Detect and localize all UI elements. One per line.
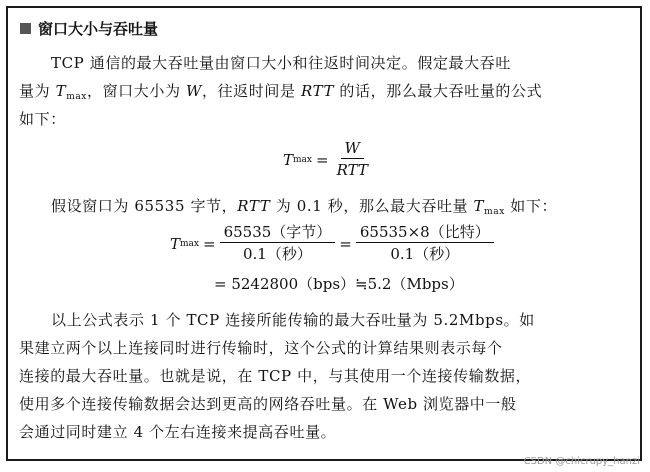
text: 假设窗口为 65535 字节， [51, 197, 238, 215]
paragraph-3-line-4 [19, 390, 629, 418]
formula-1 [283, 138, 372, 181]
text: 会通过同时建立 4 个左右连接来提高吞吐量。 [19, 423, 337, 441]
text: 如下： [504, 197, 558, 215]
paragraph-3-line-5 [19, 418, 629, 446]
symbol-t: T [283, 150, 294, 169]
formula-2-result: = 5242800（bps）≒5.2（Mbps） [214, 275, 464, 293]
denominator: 0.1（秒） [390, 245, 460, 263]
paragraph-3-line-2 [19, 334, 629, 362]
text: 以上公式表示 1 个 TCP 连接所能传输的最大吞吐量为 5.2Mbps。如 [51, 311, 535, 329]
text: ，窗口大小为 [86, 82, 186, 100]
heading-text: 窗口大小与吞吐量 [38, 20, 159, 38]
numerator: 65535（字节） [220, 222, 336, 243]
equals-sign: = [339, 234, 352, 253]
numerator: W [341, 138, 364, 159]
fraction [333, 138, 372, 181]
symbol-w: W [185, 82, 202, 100]
square-bullet-icon [20, 23, 31, 34]
symbol-t: T [473, 197, 485, 215]
text: TCP 通信的最大吞吐量由窗口大小和往返时间决定。假定最大吞吐 [51, 54, 511, 72]
text: 的话，那么最大吞吐量的公式 [334, 82, 543, 100]
paragraph-3-line-3 [19, 362, 629, 390]
text: 使用多个连接传输数据会达到更高的网络吞吐量。在 Web 浏览器中一般 [19, 395, 517, 413]
text: 连接的最大吞吐量。也就是说，在 TCP 中，与其使用一个连接传输数据， [19, 367, 532, 385]
symbol-rtt: RTT [300, 82, 335, 100]
symbol-rtt: RTT [237, 197, 271, 215]
formula-2 [170, 222, 494, 265]
fraction-bytes [220, 222, 336, 265]
text: ，往返时间是 [201, 82, 301, 100]
numerator: 65535×8（比特） [356, 222, 494, 243]
symbol-max: max [293, 154, 312, 165]
symbol-max: max [484, 207, 505, 217]
text: 为 0.1 秒，那么最大吞吐量 [270, 197, 474, 215]
paragraph-3-line-1 [19, 306, 650, 334]
symbol-max: max [66, 92, 87, 102]
watermark: CSDN @chicrupy_hanzi [523, 456, 640, 467]
paragraph-1-line-3 [19, 105, 629, 133]
equals-sign: = [316, 150, 329, 169]
denominator: 0.1（秒） [243, 245, 312, 263]
symbol-max: max [180, 238, 199, 249]
paragraph-1-line-1 [19, 49, 650, 77]
paragraph-2 [19, 192, 650, 226]
fraction-bits [356, 222, 494, 265]
symbol-t: T [55, 82, 67, 100]
text: 果建立两个以上连接同时进行传输时，这个公式的计算结果则表示每个 [19, 339, 503, 357]
section-heading [20, 18, 158, 39]
equals-sign: = [203, 234, 216, 253]
text: 量为 [19, 82, 56, 100]
text: 如下： [19, 110, 66, 128]
denominator: RTT [336, 161, 368, 179]
symbol-t: T [170, 234, 181, 253]
